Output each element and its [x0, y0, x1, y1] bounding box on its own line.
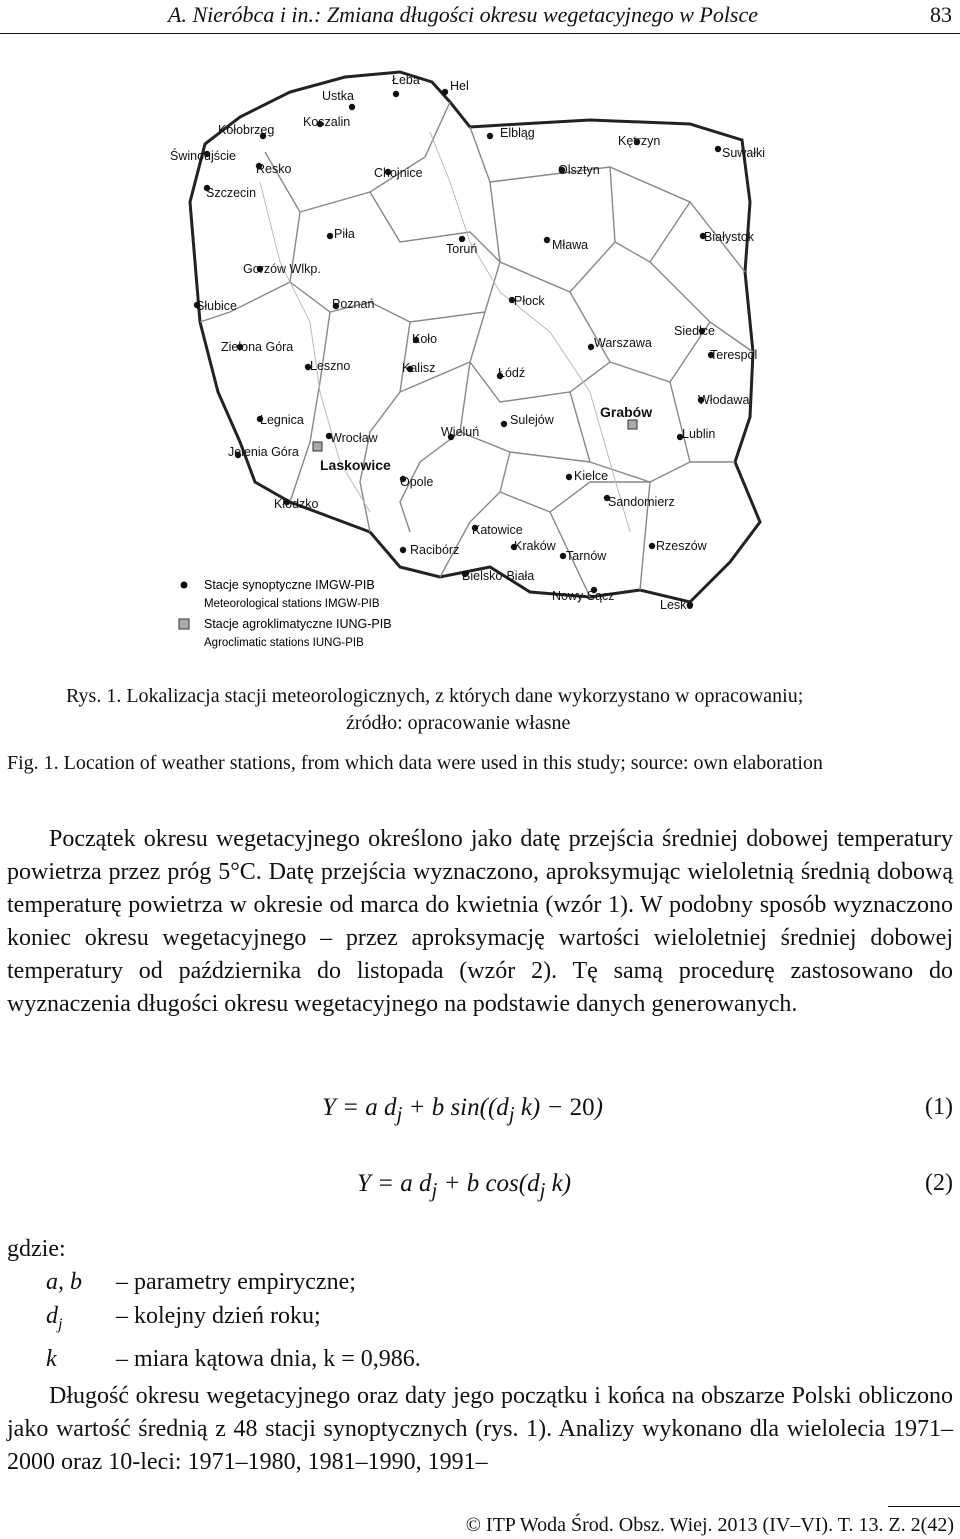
city-label: Olsztyn — [558, 163, 600, 177]
city-label: Chojnice — [374, 166, 423, 180]
city-label: Resko — [256, 162, 292, 176]
paragraph-1 — [7, 823, 953, 1021]
city-label: Świnoujście — [170, 149, 237, 163]
city-label: Łeba — [392, 73, 420, 87]
city-label: Legnica — [260, 413, 304, 427]
page-number: 83 — [930, 2, 952, 27]
running-title: A. Nieróbca i in.: Zmiana długości okresu wegetacyjnego w Polsce — [168, 2, 759, 27]
city-label: Toruń — [446, 242, 478, 256]
city-label: Kraków — [514, 539, 556, 553]
city-label: Gorzów Wlkp. — [243, 262, 321, 276]
where-desc: – miara kątowa dnia, k = 0,986. — [116, 1345, 421, 1372]
city-label: Lesko — [660, 598, 694, 612]
where-intro: gdzie: — [7, 1236, 66, 1262]
city-label: Nowy Sącz — [552, 589, 615, 603]
legend-synoptic-en: Meteorological stations IMGW-PIB — [204, 598, 380, 610]
legend-synoptic-pl: Stacje synoptyczne IMGW-PIB — [204, 578, 375, 592]
city-label: Grabów — [600, 404, 653, 420]
city-label: Sandomierz — [608, 495, 675, 509]
where-list — [46, 1265, 646, 1376]
footer-text: © ITP Woda Środ. Obsz. Wiej. 2013 (IV–VI). T. 13. Z. 2(42) — [465, 1514, 954, 1536]
city-label: Szczecin — [206, 186, 257, 200]
legend-agro-en: Agroclimatic stations IUNG-PIB — [204, 637, 364, 649]
where-symbol: d — [46, 1303, 58, 1329]
paragraph-1-text: Początek okresu wegetacyjnego określono jako datę przejścia średniej dobowej temperatury powietrza przez próg 5°C. Datę przejścia wyznaczono, aproksymując wieloletnią średnią dobową temperaturę powietrza w okresie od marca do kwietnia (wzór 1). W podobny sposób wyznaczono koniec okresu wegetacyjnego – przez aproksymację wartości wieloletniej średniej dobowej temperatury od października do listopada (wzór 2). Tę samą procedurę zastosowano do wyznaczenia długości okresu wegetacyjnego na podstawie danych generowanych. — [7, 826, 953, 1017]
where-symbol: k — [46, 1345, 57, 1372]
map-legend — [179, 578, 392, 649]
city-label: Racibórz — [410, 543, 460, 557]
city-label: Leszno — [310, 359, 351, 373]
legend-agro-pl: Stacje agroklimatyczne IUNG-PIB — [204, 617, 392, 631]
city-label: Jelenia Góra — [228, 445, 299, 459]
city-label: Laskowice — [320, 457, 391, 473]
city-label: Ustka — [322, 89, 354, 103]
city-label: Siedlce — [674, 324, 715, 338]
city-label: Suwałki — [722, 146, 766, 160]
city-label: Elbląg — [500, 126, 535, 140]
synoptic-legend-dot — [181, 582, 188, 589]
where-desc: – kolejny dzień roku; — [116, 1303, 321, 1329]
city-label: Kalisz — [402, 361, 436, 375]
city-label: Opole — [400, 475, 434, 489]
paragraph-2 — [7, 1380, 953, 1479]
city-label: Hel — [450, 79, 469, 93]
city-label: Włodawa — [698, 393, 750, 407]
where-symbol: a, b — [46, 1269, 82, 1295]
header-rule — [0, 33, 960, 34]
city-label: Koło — [412, 332, 438, 346]
caption-line-2: źródło: opracowanie własne — [346, 712, 571, 734]
city-label: Koszalin — [303, 115, 351, 129]
city-label: Kętrzyn — [618, 134, 661, 148]
city-label: Rzeszów — [656, 539, 707, 553]
caption-line-1: Rys. 1. Lokalizacja stacji meteorologicznych, z których dane wykorzystano w opracowaniu; — [66, 685, 804, 707]
page-footer — [446, 1514, 954, 1537]
city-label: Lublin — [682, 427, 716, 441]
city-label: Białystok — [704, 230, 755, 244]
where-item — [46, 1299, 646, 1342]
city-label: Wrocław — [330, 431, 378, 445]
city-label: Katowice — [472, 523, 523, 537]
city-label: Terespol — [710, 348, 758, 362]
city-label: Mława — [552, 238, 589, 252]
where-item — [46, 1265, 646, 1299]
equation-1: Y = a $d_j + b$ $\sin((d_j$ k) − 20) — [322, 1094, 603, 1126]
city-label: Kołobrzeg — [218, 123, 275, 137]
city-label: Kielce — [574, 469, 609, 483]
where-subscript: j — [58, 1315, 63, 1333]
city-label: Wieluń — [441, 425, 480, 439]
figure-caption-en: Fig. 1. Location of weather stations, from which data were used in this study; source: own elaboration — [7, 752, 823, 774]
city-label: Łódź — [498, 366, 526, 380]
city-label: Bielsko-Biała — [462, 569, 535, 583]
running-header — [0, 0, 960, 30]
equation-2-number: (2) — [925, 1170, 953, 1196]
city-label: Piła — [334, 227, 355, 241]
where-desc: – parametry empiryczne; — [116, 1269, 356, 1295]
city-label: Zielona Góra — [221, 340, 294, 354]
agro-legend-square — [179, 619, 189, 629]
city-label: Sulejów — [510, 413, 554, 427]
figure-caption-pl — [66, 683, 946, 737]
city-label: Warszawa — [594, 336, 652, 350]
city-label: Tarnów — [566, 549, 607, 563]
where-item — [46, 1342, 646, 1376]
station-map — [170, 62, 770, 662]
paragraph-2-text: Długość okresu wegetacyjnego oraz daty jego początku i końca na obszarze Polski obliczono jako wartość średnią z 48 stacji synoptycznych (rys. 1). Analizy wykonano dla wielolecia 1971–2000 oraz 10-leci: 1971–1980, 1981–1990, 1991– — [7, 1383, 953, 1475]
equation-1-number: (1) — [925, 1094, 953, 1120]
equation-2: Y = a $d_j + b$ $\cos(d_j$ k) — [357, 1170, 572, 1202]
city-label: Poznań — [332, 297, 375, 311]
footer-rule — [888, 1506, 960, 1507]
city-label: Płock — [514, 294, 545, 308]
city-label: Słubice — [196, 299, 237, 313]
city-label: Kłodzko — [274, 497, 319, 511]
